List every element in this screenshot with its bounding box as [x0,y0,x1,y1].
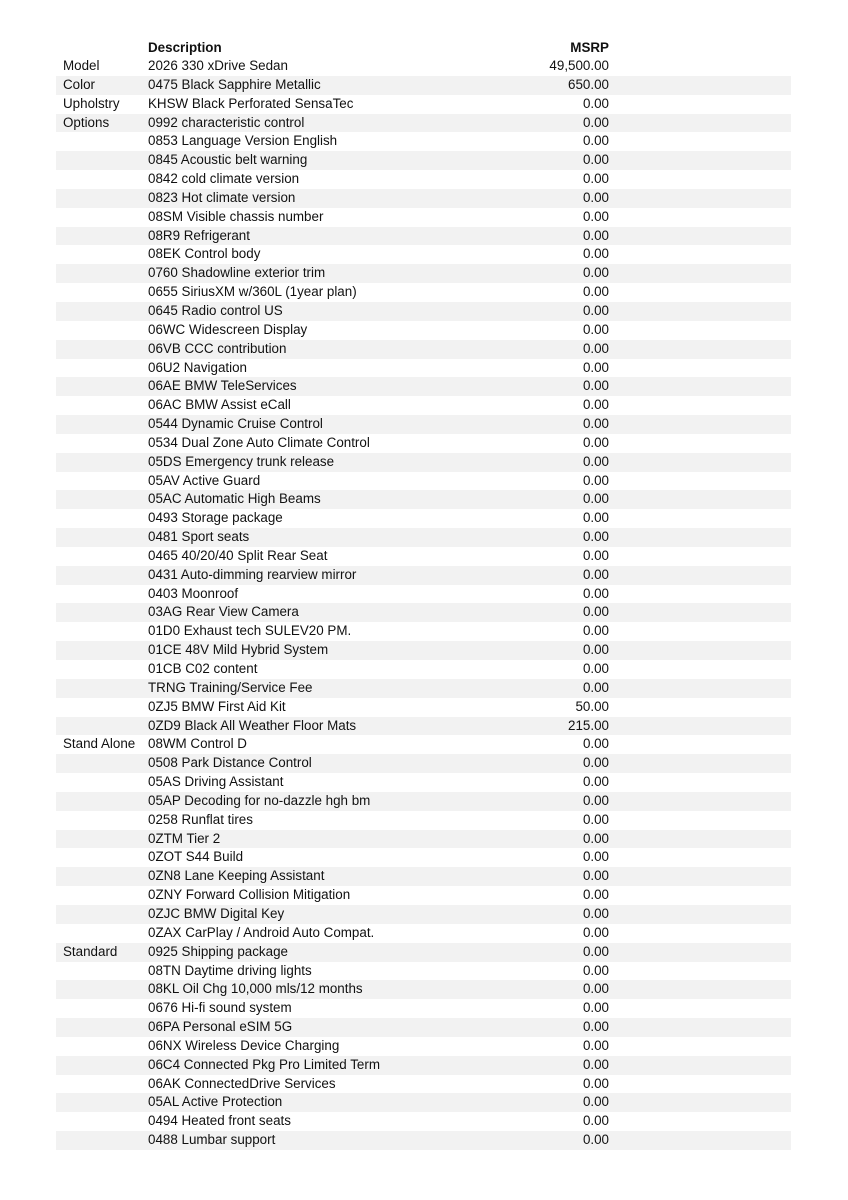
table-header [56,38,791,57]
row-msrp: 0.00 [582,152,609,168]
row-description: 0645 Radio control US [148,302,283,318]
row-description: 0544 Dynamic Cruise Control [148,416,323,432]
row-msrp: 0.00 [582,510,609,526]
row-msrp: 0.00 [582,830,609,846]
row-description: 01D0 Exhaust tech SULEV20 PM. [148,623,352,639]
table-row [56,170,791,189]
row-description: 2026 330 xDrive Sedan [148,58,288,73]
row-msrp: 0.00 [582,849,609,865]
row-description: 06AE BMW TeleServices [148,378,297,394]
table-row [56,1112,791,1131]
row-description: 08TN Daytime driving lights [148,962,312,978]
row-description: 0508 Park Distance Control [148,755,312,771]
row-category: Options [63,114,110,130]
row-description: 0ZTM Tier 2 [148,830,221,846]
table-row [56,980,791,999]
row-msrp: 0.00 [582,208,609,224]
row-msrp: 0.00 [582,171,609,187]
row-category: Color [63,76,95,92]
row-description: 0493 Storage package [148,510,283,526]
row-msrp: 0.00 [582,397,609,413]
row-description: 08WM Control D [148,736,247,752]
table-row [56,848,791,867]
table-row [56,245,791,264]
table-row [56,283,791,302]
row-msrp: 0.00 [582,792,609,808]
table-row [56,999,791,1018]
row-description: 05AS Driving Assistant [148,774,284,790]
row-description: 0ZJC BMW Digital Key [148,905,285,921]
table-row [56,528,791,547]
row-description: 06PA Personal eSIM 5G [148,1019,293,1035]
table-row [56,509,791,528]
row-msrp: 50.00 [575,698,609,714]
row-description: 0258 Runflat tires [148,811,253,827]
table-row [56,434,791,453]
table-row [56,396,791,415]
row-msrp: 0.00 [582,905,609,921]
row-msrp: 0.00 [582,736,609,752]
row-msrp: 0.00 [582,1056,609,1072]
row-msrp: 0.00 [582,472,609,488]
row-msrp: 0.00 [582,604,609,620]
row-msrp: 0.00 [582,661,609,676]
table-row [56,340,791,359]
row-msrp: 0.00 [582,265,609,281]
row-msrp: 0.00 [582,95,609,111]
row-msrp: 0.00 [582,1094,609,1110]
row-description: 0488 Lumbar support [148,1132,276,1148]
row-description: 06NX Wireless Device Charging [148,1037,340,1053]
table-row [56,811,791,830]
row-msrp: 0.00 [582,679,609,695]
row-description: 0534 Dual Zone Auto Climate Control [148,434,370,450]
table-row [56,490,791,509]
table-row [56,566,791,585]
table-row [56,679,791,698]
table-row [56,717,791,736]
row-description: 0465 40/20/40 Split Rear Seat [148,547,328,563]
row-description: 08R9 Refrigerant [148,227,250,243]
row-description: 0475 Black Sapphire Metallic [148,76,321,92]
description-header: Description [148,40,222,55]
row-description: 08KL Oil Chg 10,000 mls/12 months [148,981,363,997]
table-row [56,76,791,95]
table-row [56,208,791,227]
table-row [56,886,791,905]
table-row [56,227,791,246]
table-row [56,1056,791,1075]
row-description: 0494 Heated front seats [148,1113,291,1129]
row-msrp: 0.00 [582,962,609,978]
row-msrp: 0.00 [582,943,609,959]
row-description: 01CB C02 content [148,661,258,676]
row-msrp: 0.00 [582,811,609,827]
table-row [56,302,791,321]
table-row [56,472,791,491]
table-row [56,792,791,811]
row-msrp: 0.00 [582,774,609,790]
row-description: 0ZD9 Black All Weather Floor Mats [148,717,357,733]
row-description: 0845 Acoustic belt warning [148,152,308,168]
row-msrp: 0.00 [582,434,609,450]
row-description: 06VB CCC contribution [148,340,287,356]
row-msrp: 0.00 [582,642,609,658]
row-msrp: 0.00 [582,547,609,563]
table-row [56,453,791,472]
table-row [56,943,791,962]
row-msrp: 0.00 [582,868,609,884]
table-row [56,1018,791,1037]
row-description: 0431 Auto-dimming rearview mirror [148,566,357,582]
row-description: 05AP Decoding for no-dazzle hgh bm [148,792,371,808]
table-row [56,622,791,641]
row-description: 0ZNY Forward Collision Mitigation [148,887,351,903]
row-msrp: 0.00 [582,1132,609,1148]
row-description: 05AC Automatic High Beams [148,491,321,507]
table-row [56,698,791,717]
row-category: Stand Alone [63,736,136,752]
row-description: 0ZAX CarPlay / Android Auto Compat. [148,924,375,940]
row-msrp: 0.00 [582,246,609,262]
row-description: KHSW Black Perforated SensaTec [148,95,354,111]
row-description: TRNG Training/Service Fee [148,679,313,695]
row-description: 06C4 Connected Pkg Pro Limited Term [148,1056,380,1072]
row-msrp: 215.00 [568,717,609,733]
row-msrp: 0.00 [582,585,609,601]
row-msrp: 0.00 [582,1037,609,1053]
row-description: 08SM Visible chassis number [148,208,324,224]
row-description: 0853 Language Version English [148,133,338,149]
row-description: 0760 Shadowline exterior trim [148,265,326,281]
table-row [56,1131,791,1150]
row-description: 0ZN8 Lane Keeping Assistant [148,868,325,884]
row-description: 08EK Control body [148,246,261,262]
table-row [56,1093,791,1112]
row-msrp: 49,500.00 [549,58,609,73]
row-description: 0842 cold climate version [148,171,300,187]
row-msrp: 650.00 [568,76,609,92]
row-description: 0ZJ5 BMW First Aid Kit [148,698,286,714]
row-description: 0823 Hot climate version [148,189,296,205]
table-row [56,585,791,604]
row-description: 06U2 Navigation [148,359,248,375]
row-msrp: 0.00 [582,755,609,771]
row-category: Model [63,58,100,73]
row-msrp: 0.00 [582,566,609,582]
row-description: 03AG Rear View Camera [148,604,299,620]
row-description: 0992 characteristic control [148,114,305,130]
row-msrp: 0.00 [582,1075,609,1091]
row-description: 05DS Emergency trunk release [148,453,335,469]
table-row [56,754,791,773]
row-description: 0481 Sport seats [148,529,250,545]
table-row [56,660,791,679]
row-description: 01CE 48V Mild Hybrid System [148,642,329,658]
row-msrp: 0.00 [582,340,609,356]
table-row [56,773,791,792]
table-row [56,830,791,849]
row-description: 05AL Active Protection [148,1094,283,1110]
table-row [56,359,791,378]
table-row [56,924,791,943]
table-row [56,264,791,283]
table-row [56,547,791,566]
row-category: Upholstry [63,95,120,111]
row-msrp: 0.00 [582,302,609,318]
row-msrp: 0.00 [582,133,609,149]
table-row [56,1075,791,1094]
row-description: 06WC Widescreen Display [148,321,308,337]
row-msrp: 0.00 [582,189,609,205]
table-body [56,57,791,1150]
table-row [56,641,791,660]
row-msrp: 0.00 [582,284,609,300]
table-row [56,95,791,114]
row-msrp: 0.00 [582,378,609,394]
table-row [56,1037,791,1056]
row-msrp: 0.00 [582,924,609,940]
row-msrp: 0.00 [582,491,609,507]
row-description: 05AV Active Guard [148,472,261,488]
table-row [56,189,791,208]
row-msrp: 0.00 [582,114,609,130]
row-description: 0655 SiriusXM w/360L (1year plan) [148,284,357,300]
row-description: 0403 Moonroof [148,585,239,601]
row-msrp: 0.00 [582,887,609,903]
msrp-header: MSRP [570,40,609,55]
table-row [56,735,791,754]
row-category: Standard [63,943,118,959]
table-row [56,132,791,151]
row-msrp: 0.00 [582,623,609,639]
row-msrp: 0.00 [582,416,609,432]
table-row [56,905,791,924]
row-description: 06AC BMW Assist eCall [148,397,291,413]
row-description: 0925 Shipping package [148,943,288,959]
row-msrp: 0.00 [582,1019,609,1035]
table-row [56,57,791,76]
table-row [56,415,791,434]
row-msrp: 0.00 [582,321,609,337]
row-msrp: 0.00 [582,227,609,243]
table-row [56,151,791,170]
row-description: 0676 Hi-fi sound system [148,1000,292,1016]
table-row [56,962,791,981]
msrp-table [56,38,791,1150]
row-description: 0ZOT S44 Build [148,849,244,865]
row-msrp: 0.00 [582,981,609,997]
table-row [56,321,791,340]
row-description: 06AK ConnectedDrive Services [148,1075,336,1091]
table-row [56,603,791,622]
table-row [56,867,791,886]
table-row [56,377,791,396]
table-row [56,114,791,133]
row-msrp: 0.00 [582,1113,609,1129]
row-msrp: 0.00 [582,453,609,469]
row-msrp: 0.00 [582,1000,609,1016]
row-msrp: 0.00 [582,359,609,375]
row-msrp: 0.00 [582,529,609,545]
